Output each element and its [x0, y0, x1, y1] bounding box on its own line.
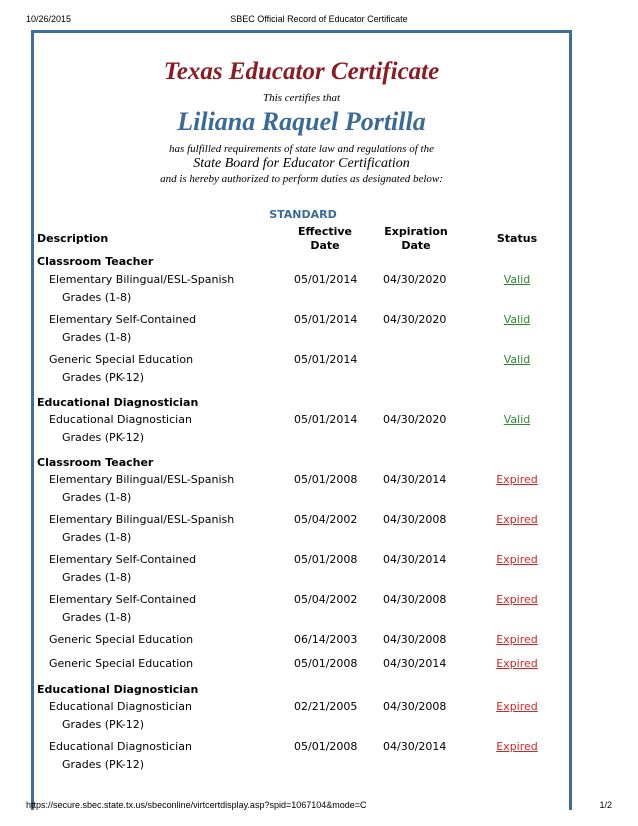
row-description: Elementary Bilingual/ESL-Spanish: [49, 513, 235, 526]
row-grades: Grades (PK-12): [62, 431, 145, 444]
row-effective-date: 05/04/2002: [294, 593, 358, 606]
certificate-title: Texas Educator Certificate: [163, 58, 440, 85]
group-heading: Educational Diagnostician: [37, 396, 199, 409]
status-link-valid[interactable]: Valid: [503, 273, 531, 286]
row-effective-date: 02/21/2005: [294, 700, 358, 713]
row-grades: Grades (PK-12): [62, 758, 145, 771]
certifies-line: This certifies that: [263, 92, 340, 104]
status-link-expired[interactable]: Expired: [496, 740, 538, 753]
row-effective-date: 05/01/2008: [294, 553, 358, 566]
row-expiration-date: 04/30/2008: [383, 633, 447, 646]
column-status: Status: [496, 232, 538, 245]
row-grades: Grades (1-8): [62, 331, 132, 344]
status-link-expired[interactable]: Expired: [496, 657, 538, 670]
row-description: Elementary Self-Contained: [49, 313, 197, 326]
row-description: Elementary Self-Contained: [49, 593, 197, 606]
column-effective-line2: Date: [310, 239, 340, 252]
section-standard: STANDARD: [269, 208, 337, 221]
row-effective-date: 05/01/2014: [294, 313, 358, 326]
column-description: Description: [37, 232, 109, 245]
row-description: Educational Diagnostician: [49, 700, 192, 713]
board-name: State Board for Educator Certification: [193, 156, 410, 171]
row-description: Elementary Self-Contained: [49, 553, 197, 566]
status-link-valid[interactable]: Valid: [503, 353, 531, 366]
holder-name: Liliana Raquel Portilla: [177, 107, 426, 136]
status-link-expired[interactable]: Expired: [496, 553, 538, 566]
row-grades: Grades (1-8): [62, 611, 132, 624]
row-effective-date: 06/14/2003: [294, 633, 358, 646]
status-link-expired[interactable]: Expired: [496, 513, 538, 526]
print-title: SBEC Official Record of Educator Certificate: [230, 14, 408, 24]
column-expiration-line1: Expiration: [384, 225, 448, 238]
status-link-valid[interactable]: Valid: [503, 313, 531, 326]
row-grades: Grades (PK-12): [62, 718, 145, 731]
page-number: 1/2: [599, 800, 612, 810]
status-link-expired[interactable]: Expired: [496, 700, 538, 713]
authorized-line: and is hereby authorized to perform duties as designated below:: [160, 173, 443, 185]
row-grades: Grades (1-8): [62, 491, 132, 504]
status-link-expired[interactable]: Expired: [496, 473, 538, 486]
row-expiration-date: 04/30/2014: [383, 473, 447, 486]
row-description: Generic Special Education: [49, 657, 194, 670]
row-description: Generic Special Education: [49, 353, 194, 366]
row-grades: Grades (1-8): [62, 291, 132, 304]
row-expiration-date: 04/30/2014: [383, 740, 447, 753]
group-heading: Classroom Teacher: [37, 255, 154, 268]
row-expiration-date: 04/30/2008: [383, 513, 447, 526]
row-description: Generic Special Education: [49, 633, 194, 646]
row-effective-date: 05/01/2014: [294, 353, 358, 366]
row-description: Elementary Bilingual/ESL-Spanish: [49, 473, 235, 486]
row-expiration-date: 04/30/2020: [383, 273, 447, 286]
row-effective-date: 05/01/2008: [294, 473, 358, 486]
row-effective-date: 05/01/2014: [294, 273, 358, 286]
status-link-valid[interactable]: Valid: [503, 413, 531, 426]
row-description: Educational Diagnostician: [49, 413, 192, 426]
status-link-expired[interactable]: Expired: [496, 593, 538, 606]
row-effective-date: 05/04/2002: [294, 513, 358, 526]
row-description: Educational Diagnostician: [49, 740, 192, 753]
row-expiration-date: 04/30/2020: [383, 313, 447, 326]
column-expiration-line2: Date: [401, 239, 431, 252]
row-grades: Grades (1-8): [62, 571, 132, 584]
row-description: Elementary Bilingual/ESL-Spanish: [49, 273, 235, 286]
row-expiration-date: 04/30/2008: [383, 700, 447, 713]
row-effective-date: 05/01/2008: [294, 740, 358, 753]
row-grades: Grades (PK-12): [62, 371, 145, 384]
page-url: https://secure.sbec.state.tx.us/sbeconline/virtcertdisplay.asp?spid=1067104&mode=C: [26, 800, 367, 810]
row-expiration-date: 04/30/2014: [383, 553, 447, 566]
row-expiration-date: 04/30/2014: [383, 657, 447, 670]
group-heading: Classroom Teacher: [37, 456, 154, 469]
row-grades: Grades (1-8): [62, 531, 132, 544]
print-footer: [0, 800, 638, 814]
status-link-expired[interactable]: Expired: [496, 633, 538, 646]
fulfilled-line: has fulfilled requirements of state law and regulations of the: [169, 143, 434, 155]
row-expiration-date: 04/30/2020: [383, 413, 447, 426]
row-effective-date: 05/01/2014: [294, 413, 358, 426]
column-effective-line1: Effective: [297, 225, 353, 238]
row-effective-date: 05/01/2008: [294, 657, 358, 670]
group-heading: Educational Diagnostician: [37, 683, 199, 696]
print-date: 10/26/2015: [26, 14, 72, 24]
row-expiration-date: 04/30/2008: [383, 593, 447, 606]
